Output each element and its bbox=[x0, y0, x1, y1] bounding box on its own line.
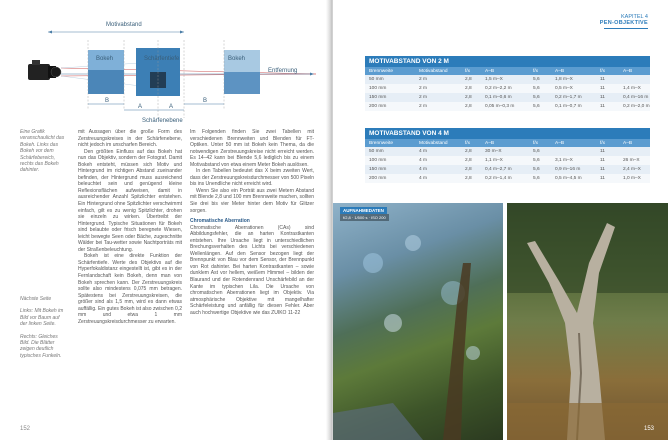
header-cell: A–B bbox=[555, 140, 565, 146]
cell: 1,0 m–X bbox=[623, 176, 641, 181]
side-caption-left: Links: Mit Bokeh im Bild vor Baum auf der linken Seite. bbox=[20, 308, 64, 328]
paragraph: Im Folgenden finden Sie zwei Tabellen mit verschiedenen Brennweiten und Blenden für FT-Optiken. Unter 50 mm ist Bokeh kein Thema, da die notwendigen Zerstreuungskreise nicht erreicht werden. Es 14–42 kann bei Blende 5,6 lediglich bis zu einem Motivabstand von etwa einem Meter Bokeh auslösen. bbox=[190, 129, 314, 168]
subhead-chromatic: Chromatische Aberration bbox=[190, 218, 250, 225]
cell: 4 m bbox=[419, 167, 427, 172]
header-cell: A–B bbox=[485, 140, 495, 146]
cell: 0,4 m–16 m bbox=[623, 95, 649, 100]
cell: 2 m bbox=[419, 86, 427, 91]
photo-bokeh-tree bbox=[333, 203, 503, 440]
photo-content bbox=[333, 203, 503, 440]
chapter-title: PEN-OBJEKTIVE bbox=[599, 20, 648, 26]
table-4m bbox=[365, 128, 650, 183]
table-row bbox=[365, 93, 650, 102]
header-cell: Motivabstand bbox=[419, 140, 448, 146]
cell: 2,4 m–X bbox=[623, 167, 641, 172]
cell: 0,2 m–2,0 m bbox=[623, 104, 650, 109]
header-cell: A–B bbox=[623, 140, 633, 146]
label-a-right: A bbox=[169, 104, 174, 110]
page-number-right: 153 bbox=[643, 426, 654, 432]
label-bokeh-left: Bokeh bbox=[96, 56, 114, 62]
chapter-header bbox=[600, 14, 648, 29]
cell: 5,6 bbox=[533, 167, 540, 172]
table-2m bbox=[365, 56, 650, 111]
label-motivabstand: Motivabstand bbox=[106, 22, 142, 28]
table-row bbox=[365, 174, 650, 183]
text-column-2 bbox=[190, 129, 314, 417]
cell: 4 m bbox=[419, 158, 427, 163]
label-bokeh-right: Bokeh bbox=[228, 56, 246, 62]
cell: 50 mm bbox=[369, 77, 384, 82]
figure-caption: Eine Grafik veranschaulicht das Bokeh. Links das Bokeh vor dem Schärfebereich, rechts das Bokeh dahinter. bbox=[20, 129, 65, 174]
cell: 11 bbox=[600, 167, 605, 172]
table-row bbox=[365, 156, 650, 165]
cell: 0,2 m–1,4 m bbox=[485, 176, 512, 181]
header-cell: Brennweite bbox=[369, 68, 393, 74]
header-cell: A–B bbox=[555, 68, 565, 74]
cell: 200 mm bbox=[369, 104, 387, 109]
label-schaerfentiefe: Schärfentiefe bbox=[144, 56, 180, 62]
side-caption bbox=[20, 296, 66, 359]
cell: 4 m bbox=[419, 176, 427, 181]
paragraph: Bokeh ist eine direkte Funktion der Schärfentiefe. Werte des Objektivs auf die Hyperfokaldistanz eingestellt ist, gibt es in der Fernlandschaft kein Bokeh, denn man von Bokeh sprechen kann. Der Zerstreuungskreis sollte also mindestens 0,075 mm betragen. Spätestens bei Zerstreuungskreisen, die größer sind als 1,5 mm, wird es dann etwas auffällig. Ein gutes Bokeh ist also zwischen 0,2 mm und etwa 1 mm Zerstreuungskreisdurchmesser zu erwarten. bbox=[78, 253, 182, 325]
cell: 0,5 m–4,5 m bbox=[555, 176, 582, 181]
header-cell: f/x bbox=[465, 140, 471, 146]
header-cell: f/x bbox=[600, 68, 606, 74]
table-body bbox=[365, 75, 650, 111]
photo-data-tag: AUFNAHMEDATEN bbox=[340, 207, 387, 214]
paragraph: Den größten Einfluss auf das Bokeh hat nun das Objektiv, sondern der Fotograf. Damit Bokeh entsteht, müssen sich Motiv und Hintergrund im richtigen Abstand zueinander befinden, der Hintergrund muss ausreichend beleuchtet sein und genügend kleine Reflexionsflächen aufweisen, damit in ausreichender Anzahl Spitzlichter entstehen. Ein Hintergrund ohne Spitzlichter verschwimmt einfach, gilt es zu wenig Spitzlichter, drohen sie einzeln zu wirken. Übertreibt der Hintergrund. Typische Situationen für Bokeh sind belaubte oder frisch beregnete Wiesen, leicht bewegte Seen oder Bäche, zugeschnitte Wälder bei Tau-wetter sowie Nachtporträts mit der Straßenbeleuchtung. bbox=[78, 148, 182, 253]
label-schaerfenebene: Schärfenebene bbox=[142, 118, 183, 124]
text-column-1 bbox=[78, 129, 182, 417]
header-cell: A–B bbox=[485, 68, 495, 74]
cell: 150 mm bbox=[369, 167, 387, 172]
paragraph: mit Aussagen über die große Form des Zerstreuungskreises in der Schärfenebene, nicht jedoch im unscharfen Bereich. bbox=[78, 129, 182, 149]
cell: 26 m–X bbox=[623, 158, 640, 163]
cell: 5,6 bbox=[533, 158, 540, 163]
photo-content bbox=[507, 203, 668, 440]
cell: 0,05 m–0,3 m bbox=[485, 104, 515, 109]
cell: 2,8 bbox=[465, 167, 472, 172]
camera-icon bbox=[28, 60, 61, 80]
side-caption-right: Rechts: Gleiches Bild. Die Blätter zeigen deutlich typisches Funkeln. bbox=[20, 333, 62, 359]
cell: 1,8 m–X bbox=[555, 77, 573, 82]
cell: 3,1 m–X bbox=[555, 158, 573, 163]
cell: 2,8 bbox=[465, 149, 472, 154]
cell: 1,5 m–X bbox=[485, 77, 503, 82]
right-page bbox=[333, 0, 668, 440]
cell: 11 bbox=[600, 158, 605, 163]
cell: 0,4 m–2,7 m bbox=[485, 167, 512, 172]
cell: 30 m–X bbox=[485, 149, 502, 154]
cell: 0,1 m–0,6 m bbox=[485, 95, 512, 100]
left-page bbox=[0, 0, 329, 440]
photo-data-info: f/2,8 · 1/500 s · ISO 200 bbox=[340, 214, 389, 221]
cell: 11 bbox=[600, 104, 605, 109]
cell: 5,6 bbox=[533, 104, 540, 109]
cell: 0,1 m–0,7 m bbox=[555, 104, 582, 109]
cell: 200 mm bbox=[369, 176, 387, 181]
cell: 2 m bbox=[419, 104, 427, 109]
label-entfernung: Entfernung bbox=[268, 68, 298, 74]
cell: 0,5 m–X bbox=[555, 86, 573, 91]
cell: 100 mm bbox=[369, 86, 387, 91]
paragraph: Chromatische Aberrationen (CAs) sind Abbildungsfehler, die an harten Kontrastkanten entstehen. Ihre Ursache liegt in unterschiedlichen Brechungsverhalten des Lichts bei verschiedenen Wellenlängen. Auf den Sensor bezogen liegt der Brennpunkt von Blau vor dem Sensor, der Brennpunkt von Rot dahinter. Bei harten Kontrastkanten – sowie dunklem Ast vor hellem, weißem Himmel – bilden der Blaurand und der Rotendenrand Unschärfebild an der Kante im typischen Lila. Die Ursache von chromatischen Aberrationen liegt im Objektiv. Via atmosphärische Objektive mit mangelhafter Schärfeleistung und anfällig für diesen Fehler. Aber auch hochwertige Objektive wie das ZUIKO 11-22 bbox=[190, 224, 314, 316]
header-cell: Motivabstand bbox=[419, 68, 448, 74]
photo-oak-tree bbox=[507, 203, 668, 440]
cell: 5,6 bbox=[533, 95, 540, 100]
header-cell: f/x bbox=[600, 140, 606, 146]
cell: 1,1 m–X bbox=[485, 158, 503, 163]
cell: 2,8 bbox=[465, 158, 472, 163]
cell: 5,6 bbox=[533, 86, 540, 91]
cell: 11 bbox=[600, 77, 605, 82]
cell: 11 bbox=[600, 95, 605, 100]
cell: 2,8 bbox=[465, 77, 472, 82]
cell: 50 mm bbox=[369, 149, 384, 154]
cell: 150 mm bbox=[369, 95, 387, 100]
table-body bbox=[365, 147, 650, 183]
table-header bbox=[365, 67, 650, 75]
cell: 2 m bbox=[419, 95, 427, 100]
table-title: MOTIVABSTAND VON 4 M bbox=[365, 128, 650, 139]
cell: 5,6 bbox=[533, 149, 540, 154]
cell: 2,8 bbox=[465, 104, 472, 109]
table-row bbox=[365, 84, 650, 93]
paragraph: In den Tabellen bedeutet das X beim zweiten Wert, dass der Zerstreuungskreisdurchmesser von 500 Pixeln bis ins Unendliche nicht erreicht wird. bbox=[190, 168, 314, 188]
cell: 2,8 bbox=[465, 95, 472, 100]
table-title: MOTIVABSTAND VON 2 M bbox=[365, 56, 650, 67]
label-a-left: A bbox=[138, 104, 143, 110]
cell: 2,8 bbox=[465, 176, 472, 181]
header-cell: f/x bbox=[465, 68, 471, 74]
table-row bbox=[365, 165, 650, 174]
table-row bbox=[365, 147, 650, 156]
header-cell: A–B bbox=[623, 68, 633, 74]
bokeh-diagram bbox=[28, 20, 320, 128]
table-header bbox=[365, 139, 650, 147]
header-cell: f/x bbox=[533, 140, 539, 146]
side-caption-heading: Nächste Seite bbox=[20, 296, 52, 302]
cell: 100 mm bbox=[369, 158, 387, 163]
header-cell: f/x bbox=[533, 68, 539, 74]
diagram-graphic bbox=[28, 20, 320, 128]
label-b-right: B bbox=[203, 98, 208, 104]
cell: 5,6 bbox=[533, 77, 540, 82]
cell: 4 m bbox=[419, 149, 427, 154]
cell: 2,8 bbox=[465, 86, 472, 91]
table-row bbox=[365, 75, 650, 84]
cell: 5,6 bbox=[533, 176, 540, 181]
paragraph: Wenn Sie also ein Porträt aus zwei Metern Abstand mit Blende 2,8 und 100 mm Brennweite machen, sollten Sie drei bis vier Meter hinter dem Motiv für Glitzer sorgen. bbox=[190, 187, 314, 214]
cell: 11 bbox=[600, 86, 605, 91]
cell: 0,9 m–16 m bbox=[555, 167, 581, 172]
cell: 11 bbox=[600, 176, 605, 181]
cell: 2 m bbox=[419, 77, 427, 82]
cell: 11 bbox=[600, 149, 605, 154]
header-cell: Brennweite bbox=[369, 140, 393, 146]
cell: 0,2 m–1,7 m bbox=[555, 95, 582, 100]
cell: 0,2 m–2,2 m bbox=[485, 86, 512, 91]
page-number-left: 152 bbox=[20, 426, 31, 432]
chapter-label: KAPITEL 4 bbox=[620, 14, 648, 20]
table-row bbox=[365, 102, 650, 111]
label-b-left: B bbox=[105, 98, 110, 104]
chapter-rule bbox=[604, 28, 648, 29]
cell: 1,4 m–X bbox=[623, 86, 641, 91]
